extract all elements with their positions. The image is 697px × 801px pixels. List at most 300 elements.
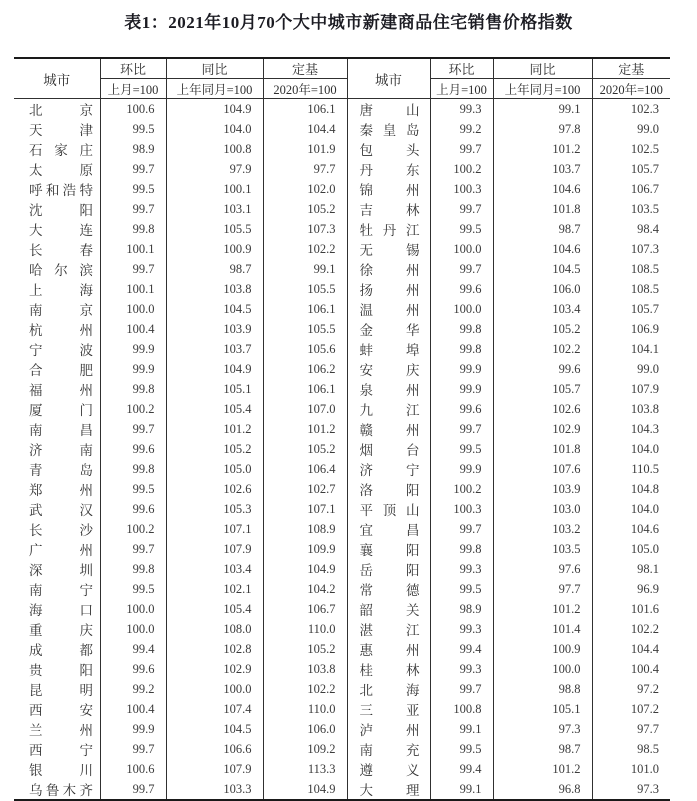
subheader-base-left: 2020年=100 (263, 79, 347, 99)
city-name: 厦 门 (29, 403, 93, 418)
city-name: 西 安 (29, 703, 93, 718)
table-row (14, 579, 670, 599)
base-value-left: 101.9 (263, 139, 347, 159)
yoy-value-left: 103.3 (166, 779, 263, 800)
table-row (14, 779, 670, 800)
city-name: 湛 江 (359, 623, 420, 638)
base-value-left: 104.9 (263, 779, 347, 800)
yoy-value-right: 98.7 (493, 739, 592, 759)
yoy-value-right: 102.9 (493, 419, 592, 439)
base-value-left: 113.3 (263, 759, 347, 779)
city-cell-left (14, 439, 100, 459)
city-cell-right (347, 479, 430, 499)
city-cell-right (347, 179, 430, 199)
mom-value-right: 99.4 (430, 639, 493, 659)
city-name: 武 汉 (29, 503, 93, 518)
mom-value-right: 99.7 (430, 259, 493, 279)
city-cell-right (347, 559, 430, 579)
city-cell-right (347, 459, 430, 479)
city-name: 重 庆 (29, 623, 93, 638)
yoy-value-left: 105.3 (166, 499, 263, 519)
city-name: 合 肥 (29, 363, 93, 378)
city-cell-right (347, 439, 430, 459)
city-cell-left (14, 479, 100, 499)
base-value-right: 104.0 (592, 499, 670, 519)
yoy-value-right: 104.5 (493, 259, 592, 279)
mom-value-right: 100.3 (430, 499, 493, 519)
city-name: 石 家 庄 (29, 143, 93, 158)
city-name: 天 津 (29, 123, 93, 138)
mom-value-right: 99.5 (430, 439, 493, 459)
yoy-value-right: 97.7 (493, 579, 592, 599)
base-value-right: 96.9 (592, 579, 670, 599)
mom-value-right: 99.7 (430, 519, 493, 539)
table-row (14, 499, 670, 519)
base-value-right: 104.3 (592, 419, 670, 439)
mom-value-right: 100.3 (430, 179, 493, 199)
mom-value-left: 100.2 (100, 399, 166, 419)
base-value-right: 101.6 (592, 599, 670, 619)
base-value-left: 97.7 (263, 159, 347, 179)
mom-value-left: 99.7 (100, 419, 166, 439)
base-value-right: 104.1 (592, 339, 670, 359)
city-cell-left (14, 159, 100, 179)
yoy-value-right: 99.6 (493, 359, 592, 379)
base-value-left: 106.2 (263, 359, 347, 379)
city-name: 襄 阳 (359, 543, 420, 558)
city-cell-left (14, 659, 100, 679)
city-name: 乌 鲁 木 齐 (29, 783, 93, 798)
mom-value-right: 100.0 (430, 239, 493, 259)
base-value-left: 108.9 (263, 519, 347, 539)
mom-value-left: 99.8 (100, 219, 166, 239)
city-cell-left (14, 499, 100, 519)
header-yoy-left: 同比 (166, 58, 263, 79)
city-name: 遵 义 (359, 763, 420, 778)
base-value-right: 98.4 (592, 219, 670, 239)
mom-value-right: 99.9 (430, 359, 493, 379)
yoy-value-left: 106.6 (166, 739, 263, 759)
mom-value-left: 99.4 (100, 639, 166, 659)
city-cell-left (14, 359, 100, 379)
header-city-right: 城市 (347, 58, 430, 99)
city-cell-left (14, 179, 100, 199)
city-name: 青 岛 (29, 463, 93, 478)
city-cell-left (14, 399, 100, 419)
base-value-right: 110.5 (592, 459, 670, 479)
yoy-value-left: 103.9 (166, 319, 263, 339)
mom-value-left: 100.4 (100, 699, 166, 719)
mom-value-left: 99.8 (100, 459, 166, 479)
table-row (14, 399, 670, 419)
base-value-right: 107.2 (592, 699, 670, 719)
city-name: 长 春 (29, 243, 93, 258)
base-value-right: 104.4 (592, 639, 670, 659)
yoy-value-left: 100.0 (166, 679, 263, 699)
table-row (14, 239, 670, 259)
header-yoy-right: 同比 (493, 58, 592, 79)
yoy-value-left: 105.4 (166, 599, 263, 619)
mom-value-left: 99.2 (100, 679, 166, 699)
city-cell-right (347, 359, 430, 379)
yoy-value-left: 97.9 (166, 159, 263, 179)
base-value-right: 106.9 (592, 319, 670, 339)
mom-value-right: 99.3 (430, 659, 493, 679)
mom-value-left: 100.0 (100, 599, 166, 619)
mom-value-left: 99.7 (100, 159, 166, 179)
city-cell-left (14, 679, 100, 699)
mom-value-left: 100.6 (100, 759, 166, 779)
city-name: 银 川 (29, 763, 93, 778)
city-cell-right (347, 539, 430, 559)
city-cell-left (14, 779, 100, 800)
city-name: 蚌 埠 (359, 343, 420, 358)
city-name: 福 州 (29, 383, 93, 398)
base-value-left: 106.4 (263, 459, 347, 479)
mom-value-right: 99.5 (430, 579, 493, 599)
city-name: 三 亚 (359, 703, 420, 718)
city-cell-right (347, 199, 430, 219)
header-mom-left: 环比 (100, 58, 166, 79)
city-name: 烟 台 (359, 443, 420, 458)
base-value-left: 104.2 (263, 579, 347, 599)
table-row (14, 719, 670, 739)
mom-value-left: 99.7 (100, 539, 166, 559)
yoy-value-right: 96.8 (493, 779, 592, 800)
table-row (14, 99, 670, 120)
base-value-right: 105.7 (592, 159, 670, 179)
mom-value-right: 99.5 (430, 219, 493, 239)
base-value-right: 108.5 (592, 259, 670, 279)
table-row (14, 359, 670, 379)
city-cell-left (14, 259, 100, 279)
base-value-right: 102.3 (592, 99, 670, 120)
yoy-value-left: 107.4 (166, 699, 263, 719)
city-name: 哈 尔 滨 (29, 263, 93, 278)
table-row (14, 119, 670, 139)
city-name: 平 顶 山 (359, 503, 420, 518)
base-value-left: 106.0 (263, 719, 347, 739)
yoy-value-left: 107.1 (166, 519, 263, 539)
mom-value-left: 99.7 (100, 739, 166, 759)
city-name: 温 州 (359, 303, 420, 318)
city-cell-left (14, 299, 100, 319)
city-name: 洛 阳 (359, 483, 420, 498)
yoy-value-right: 103.7 (493, 159, 592, 179)
mom-value-left: 100.0 (100, 299, 166, 319)
city-cell-right (347, 579, 430, 599)
city-cell-left (14, 459, 100, 479)
city-cell-right (347, 379, 430, 399)
city-name: 宜 昌 (359, 523, 420, 538)
city-name: 西 宁 (29, 743, 93, 758)
table-row (14, 379, 670, 399)
city-cell-left (14, 619, 100, 639)
yoy-value-right: 105.7 (493, 379, 592, 399)
mom-value-left: 98.9 (100, 139, 166, 159)
mom-value-left: 99.9 (100, 719, 166, 739)
base-value-left: 102.0 (263, 179, 347, 199)
yoy-value-right: 99.1 (493, 99, 592, 120)
yoy-value-left: 107.9 (166, 539, 263, 559)
city-cell-right (347, 159, 430, 179)
base-value-right: 99.0 (592, 359, 670, 379)
yoy-value-right: 101.2 (493, 139, 592, 159)
mom-value-right: 99.5 (430, 739, 493, 759)
subheader-mom-right: 上月=100 (430, 79, 493, 99)
price-index-table (14, 57, 670, 801)
mom-value-right: 99.7 (430, 199, 493, 219)
city-cell-left (14, 119, 100, 139)
city-cell-right (347, 119, 430, 139)
mom-value-right: 98.9 (430, 599, 493, 619)
base-value-right: 108.5 (592, 279, 670, 299)
yoy-value-left: 102.6 (166, 479, 263, 499)
base-value-left: 105.2 (263, 639, 347, 659)
base-value-left: 104.4 (263, 119, 347, 139)
yoy-value-left: 104.0 (166, 119, 263, 139)
city-cell-left (14, 239, 100, 259)
yoy-value-left: 105.5 (166, 219, 263, 239)
base-value-right: 97.7 (592, 719, 670, 739)
base-value-left: 110.0 (263, 619, 347, 639)
city-cell-left (14, 139, 100, 159)
city-name: 沈 阳 (29, 203, 93, 218)
mom-value-right: 99.9 (430, 379, 493, 399)
city-name: 上 海 (29, 283, 93, 298)
base-value-left: 102.7 (263, 479, 347, 499)
table-row (14, 639, 670, 659)
city-name: 大 连 (29, 223, 93, 238)
city-name: 北 京 (29, 103, 93, 118)
mom-value-left: 99.6 (100, 439, 166, 459)
base-value-left: 106.1 (263, 99, 347, 120)
base-value-right: 106.7 (592, 179, 670, 199)
city-name: 长 沙 (29, 523, 93, 538)
yoy-value-right: 102.6 (493, 399, 592, 419)
base-value-right: 103.8 (592, 399, 670, 419)
yoy-value-right: 97.3 (493, 719, 592, 739)
table-header (14, 58, 670, 99)
table-row (14, 339, 670, 359)
city-cell-left (14, 99, 100, 120)
base-value-left: 99.1 (263, 259, 347, 279)
city-cell-left (14, 519, 100, 539)
base-value-right: 102.5 (592, 139, 670, 159)
mom-value-right: 99.1 (430, 719, 493, 739)
page-title: 表1：2021年10月70个大中城市新建商品住宅销售价格指数 (124, 13, 573, 32)
yoy-value-left: 104.5 (166, 719, 263, 739)
city-name: 吉 林 (359, 203, 420, 218)
yoy-value-left: 108.0 (166, 619, 263, 639)
mom-value-right: 99.7 (430, 419, 493, 439)
city-cell-left (14, 719, 100, 739)
base-value-left: 109.2 (263, 739, 347, 759)
yoy-value-left: 103.1 (166, 199, 263, 219)
yoy-value-right: 98.8 (493, 679, 592, 699)
yoy-value-left: 100.9 (166, 239, 263, 259)
table-row (14, 179, 670, 199)
base-value-left: 107.3 (263, 219, 347, 239)
city-cell-right (347, 419, 430, 439)
city-cell-right (347, 779, 430, 800)
base-value-right: 99.0 (592, 119, 670, 139)
mom-value-right: 99.3 (430, 619, 493, 639)
table-row (14, 319, 670, 339)
base-value-left: 107.0 (263, 399, 347, 419)
subheader-base-right: 2020年=100 (592, 79, 670, 99)
city-name: 泉 州 (359, 383, 420, 398)
city-name: 扬 州 (359, 283, 420, 298)
mom-value-left: 100.1 (100, 239, 166, 259)
city-cell-right (347, 339, 430, 359)
yoy-value-right: 105.2 (493, 319, 592, 339)
city-cell-left (14, 639, 100, 659)
base-value-left: 103.8 (263, 659, 347, 679)
city-cell-left (14, 539, 100, 559)
city-name: 南 充 (359, 743, 420, 758)
city-name: 呼 和 浩 特 (29, 183, 93, 198)
city-cell-left (14, 739, 100, 759)
city-cell-right (347, 499, 430, 519)
base-value-left: 105.5 (263, 319, 347, 339)
base-value-right: 107.9 (592, 379, 670, 399)
base-value-right: 104.0 (592, 439, 670, 459)
city-name: 深 圳 (29, 563, 93, 578)
table-row (14, 259, 670, 279)
yoy-value-right: 103.4 (493, 299, 592, 319)
city-name: 成 都 (29, 643, 93, 658)
yoy-value-right: 103.0 (493, 499, 592, 519)
city-cell-right (347, 519, 430, 539)
yoy-value-left: 103.8 (166, 279, 263, 299)
yoy-value-left: 103.7 (166, 339, 263, 359)
yoy-value-right: 104.6 (493, 179, 592, 199)
city-name: 贵 阳 (29, 663, 93, 678)
city-cell-left (14, 379, 100, 399)
yoy-value-right: 103.5 (493, 539, 592, 559)
yoy-value-right: 103.2 (493, 519, 592, 539)
base-value-right: 98.1 (592, 559, 670, 579)
yoy-value-left: 105.0 (166, 459, 263, 479)
base-value-left: 104.9 (263, 559, 347, 579)
city-name: 郑 州 (29, 483, 93, 498)
yoy-value-left: 101.2 (166, 419, 263, 439)
base-value-right: 105.7 (592, 299, 670, 319)
base-value-right: 103.5 (592, 199, 670, 219)
table-row (14, 299, 670, 319)
city-name: 南 京 (29, 303, 93, 318)
yoy-value-right: 101.8 (493, 439, 592, 459)
yoy-value-left: 105.1 (166, 379, 263, 399)
base-value-right: 98.5 (592, 739, 670, 759)
yoy-value-right: 102.2 (493, 339, 592, 359)
yoy-value-right: 101.2 (493, 759, 592, 779)
mom-value-right: 99.9 (430, 459, 493, 479)
mom-value-left: 100.1 (100, 279, 166, 299)
city-cell-left (14, 319, 100, 339)
city-name: 徐 州 (359, 263, 420, 278)
mom-value-right: 99.8 (430, 319, 493, 339)
header-row-sub (14, 79, 670, 99)
mom-value-right: 99.7 (430, 679, 493, 699)
city-name: 宁 波 (29, 343, 93, 358)
city-name: 杭 州 (29, 323, 93, 338)
yoy-value-left: 107.9 (166, 759, 263, 779)
mom-value-left: 99.9 (100, 339, 166, 359)
yoy-value-right: 97.6 (493, 559, 592, 579)
base-value-left: 105.2 (263, 439, 347, 459)
mom-value-left: 99.6 (100, 659, 166, 679)
city-name: 济 宁 (359, 463, 420, 478)
city-cell-right (347, 99, 430, 120)
base-value-left: 110.0 (263, 699, 347, 719)
city-cell-right (347, 279, 430, 299)
yoy-value-right: 101.4 (493, 619, 592, 639)
city-name: 昆 明 (29, 683, 93, 698)
mom-value-left: 99.5 (100, 119, 166, 139)
city-cell-left (14, 759, 100, 779)
table-row (14, 759, 670, 779)
mom-value-left: 99.8 (100, 559, 166, 579)
yoy-value-left: 104.5 (166, 299, 263, 319)
city-cell-left (14, 339, 100, 359)
mom-value-right: 99.3 (430, 559, 493, 579)
mom-value-right: 99.8 (430, 339, 493, 359)
mom-value-left: 99.9 (100, 359, 166, 379)
mom-value-left: 100.6 (100, 99, 166, 120)
header-row-top (14, 58, 670, 79)
yoy-value-left: 100.1 (166, 179, 263, 199)
yoy-value-right: 105.1 (493, 699, 592, 719)
city-name: 大 理 (359, 783, 420, 798)
mom-value-left: 99.7 (100, 259, 166, 279)
city-cell-left (14, 699, 100, 719)
yoy-value-right: 101.2 (493, 599, 592, 619)
city-cell-right (347, 739, 430, 759)
mom-value-left: 99.7 (100, 199, 166, 219)
mom-value-left: 99.7 (100, 779, 166, 800)
base-value-right: 101.0 (592, 759, 670, 779)
city-name: 牡 丹 江 (359, 223, 420, 238)
yoy-value-right: 106.0 (493, 279, 592, 299)
base-value-right: 97.3 (592, 779, 670, 800)
city-cell-left (14, 279, 100, 299)
city-cell-right (347, 679, 430, 699)
mom-value-right: 100.2 (430, 479, 493, 499)
yoy-value-left: 105.2 (166, 439, 263, 459)
city-name: 金 华 (359, 323, 420, 338)
yoy-value-right: 103.9 (493, 479, 592, 499)
city-name: 南 昌 (29, 423, 93, 438)
base-value-right: 102.2 (592, 619, 670, 639)
base-value-left: 107.1 (263, 499, 347, 519)
mom-value-right: 100.0 (430, 299, 493, 319)
mom-value-right: 99.2 (430, 119, 493, 139)
header-base-left: 定基 (263, 58, 347, 79)
base-value-left: 109.9 (263, 539, 347, 559)
city-cell-right (347, 599, 430, 619)
yoy-value-left: 102.9 (166, 659, 263, 679)
table-row (14, 699, 670, 719)
city-cell-right (347, 659, 430, 679)
city-cell-left (14, 419, 100, 439)
mom-value-left: 100.4 (100, 319, 166, 339)
city-cell-right (347, 239, 430, 259)
city-cell-right (347, 319, 430, 339)
yoy-value-left: 102.1 (166, 579, 263, 599)
city-name: 包 头 (359, 143, 420, 158)
